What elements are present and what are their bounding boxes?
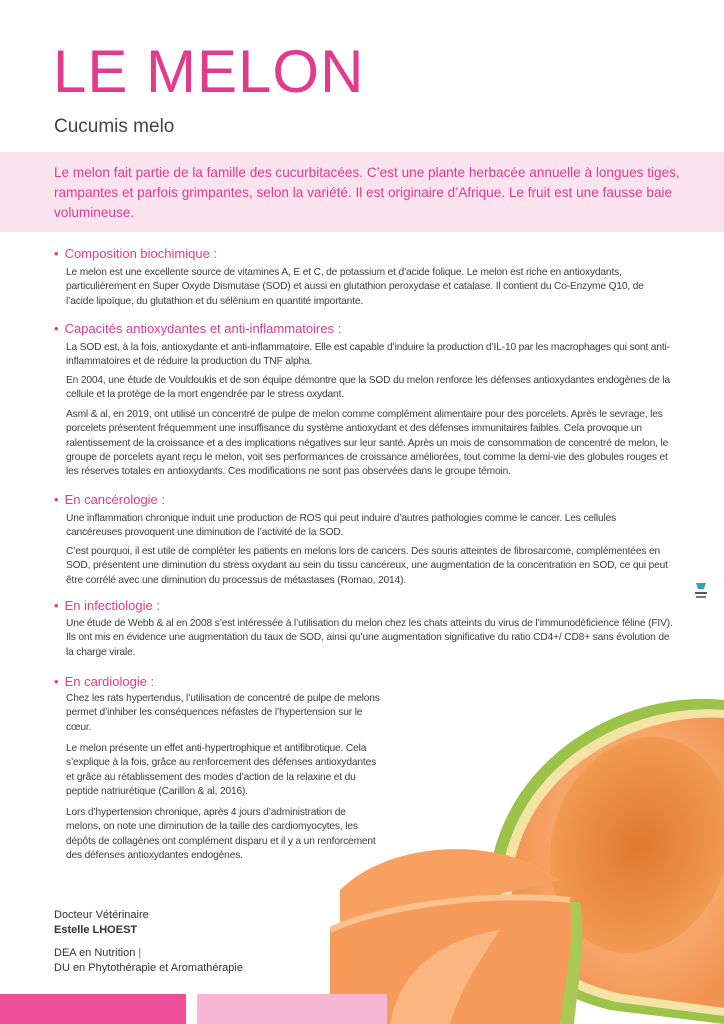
heading-label: Composition biochimique :	[64, 246, 218, 261]
paragraph-antioxydant-1: La SOD est, à la fois, antioxydante et anti-inflammatoire. Elle est capable d’induire la production d’IL-10 par les macrophages qui sont anti-inflammatoires et de réduire la production du TNF alpha.	[66, 342, 670, 368]
section-heading-infectiologie	[54, 598, 160, 613]
page-title: LE MELON	[53, 38, 365, 105]
heading-label: En infectiologie :	[64, 598, 160, 613]
bullet-icon: •	[54, 492, 59, 507]
side-logo	[694, 583, 708, 610]
paragraph-cancerologie-1: Une inflammation chronique induit une production de ROS qui peut induire d’autres pathologies comme le cancer. Les cellules cancéreuses provoquent une diminution de l’activité de la SOD.	[66, 513, 617, 539]
footer-bar-light	[197, 994, 387, 1024]
intro-text: Le melon fait partie de la famille des cucurbitacées. C’est une plante herbacée annuelle à longues tiges, rampantes et parfois grimpantes, selon la variété. Il est originaire d’Afrique. Le fruit est une fausse baie volumineuse.	[54, 165, 680, 220]
signature-degree-1: DEA en Nutrition |	[54, 947, 142, 959]
paragraph-antioxydant-3: Asml & al, en 2019, ont utilisé un concentré de pulpe de melon comme complément alimentaire pour des porcelets. Après le sevrage, les porcelets présentent fréquemment une insuffisance du système antioxydant et des défenses immunitaires faibles. Cela provoque un ralentissement de la croissance et a des implications négatives sur leur santé. Après un mois de consommation de concentré de melon, le groupe de porcelets ayant reçu le melon, voit ses performances de croissance améliorées, tout comme la demi-vie des globules rouges et les réserves totales en antioxydants. Ces modifications ne sont pas observées dans le groupe témoin.	[66, 409, 669, 478]
bullet-icon: •	[54, 246, 59, 261]
heading-label: En cardiologie :	[64, 674, 155, 689]
section-heading-cancerologie	[54, 492, 165, 507]
melon-illustration	[330, 640, 724, 1024]
heading-label: En cancérologie :	[64, 492, 166, 507]
signature-name: Estelle LHOEST	[54, 924, 138, 936]
heading-label: Capacités antioxydantes et anti-inflammatoires :	[64, 321, 342, 336]
degree-label: DEA en Nutrition	[54, 947, 136, 959]
footer-bar-dark	[0, 994, 186, 1024]
paragraph-composition-1: Le melon est une excellente source de vitamines A, E et C, de potassium et d’acide folique. Le melon est riche en antioxydants, particulièrement en Super Oxyde Dismutase (SOD) et aussi en glutathion peroxydase et catalase. Il contient du Co-Enzyme Q10, de l’acide lipoïque, du glutathion et du sélénium en quantité importante.	[66, 267, 644, 307]
section-heading-antioxydant	[54, 321, 341, 336]
bullet-icon: •	[54, 674, 59, 689]
page-subtitle: Cucumis melo	[54, 116, 175, 137]
paragraph-cancerologie-2: C’est pourquoi, il est utile de compléter les patients en melons lors de cancers. Des souris atteintes de fibrosarcome, complémentées en SOD, présentent une diminution du stress oxydant au sein du tissu cancéreux, une augmentation de la concentration en SOD, ce qui peut être corrélé avec une diminution du processus de métastases (Romao, 2014).	[66, 546, 668, 586]
bullet-icon: •	[54, 321, 59, 336]
paragraph-antioxydant-2: En 2004, une étude de Vouldoukis et de son équipe démontre que la SOD du melon renforce les défenses antioxydantes endogènes de la cellule et la protège de la mort engendrée par le stress oxydant.	[66, 375, 671, 401]
paragraph-infectiologie-1: Une étude de Webb & al en 2008 s’est intéressée à l’utilisation du melon chez les chats atteints du virus de l’immunodéficience féline (FIV). Ils ont mis en évidence une augmentation du taux de SOD, ainsi qu’une augmentation significative du ratio CD4+/ CD8+ sans évolution de la charge virale.	[66, 618, 673, 658]
signature-degree-2: DU en Phytothérapie et Aromathérapie	[54, 962, 243, 974]
section-heading-composition	[54, 246, 217, 261]
paragraph-cardiologie-2: Le melon présente un effet anti-hypertrophique et antifibrotique. Cela s’explique à la fois, grâce au renforcement des défenses antioxydantes et grâce au rétablissement des modes d’action de la relaxine et du peptide natriurétique (Carillon & al, 2016).	[66, 743, 377, 797]
paragraph-cardiologie-1: Chez les rats hypertendus, l’utilisation de concentré de pulpe de melons permet d’inhiber les conséquences néfastes de l’hypertension sur le cœur.	[66, 693, 380, 733]
bullet-icon: •	[54, 598, 59, 613]
paragraph-cardiologie-3: Lors d’hypertension chronique, après 4 jours d’administration de melons, on note une diminution de la taille des cardiomyocytes, les dépôts de collagènes ont complément disparu et il y a un renforcement des défenses antioxydantes endogènes.	[66, 807, 376, 861]
signature-role: Docteur Vétérinaire	[54, 909, 149, 921]
section-heading-cardiologie	[54, 674, 154, 689]
logo-icon	[694, 583, 708, 605]
